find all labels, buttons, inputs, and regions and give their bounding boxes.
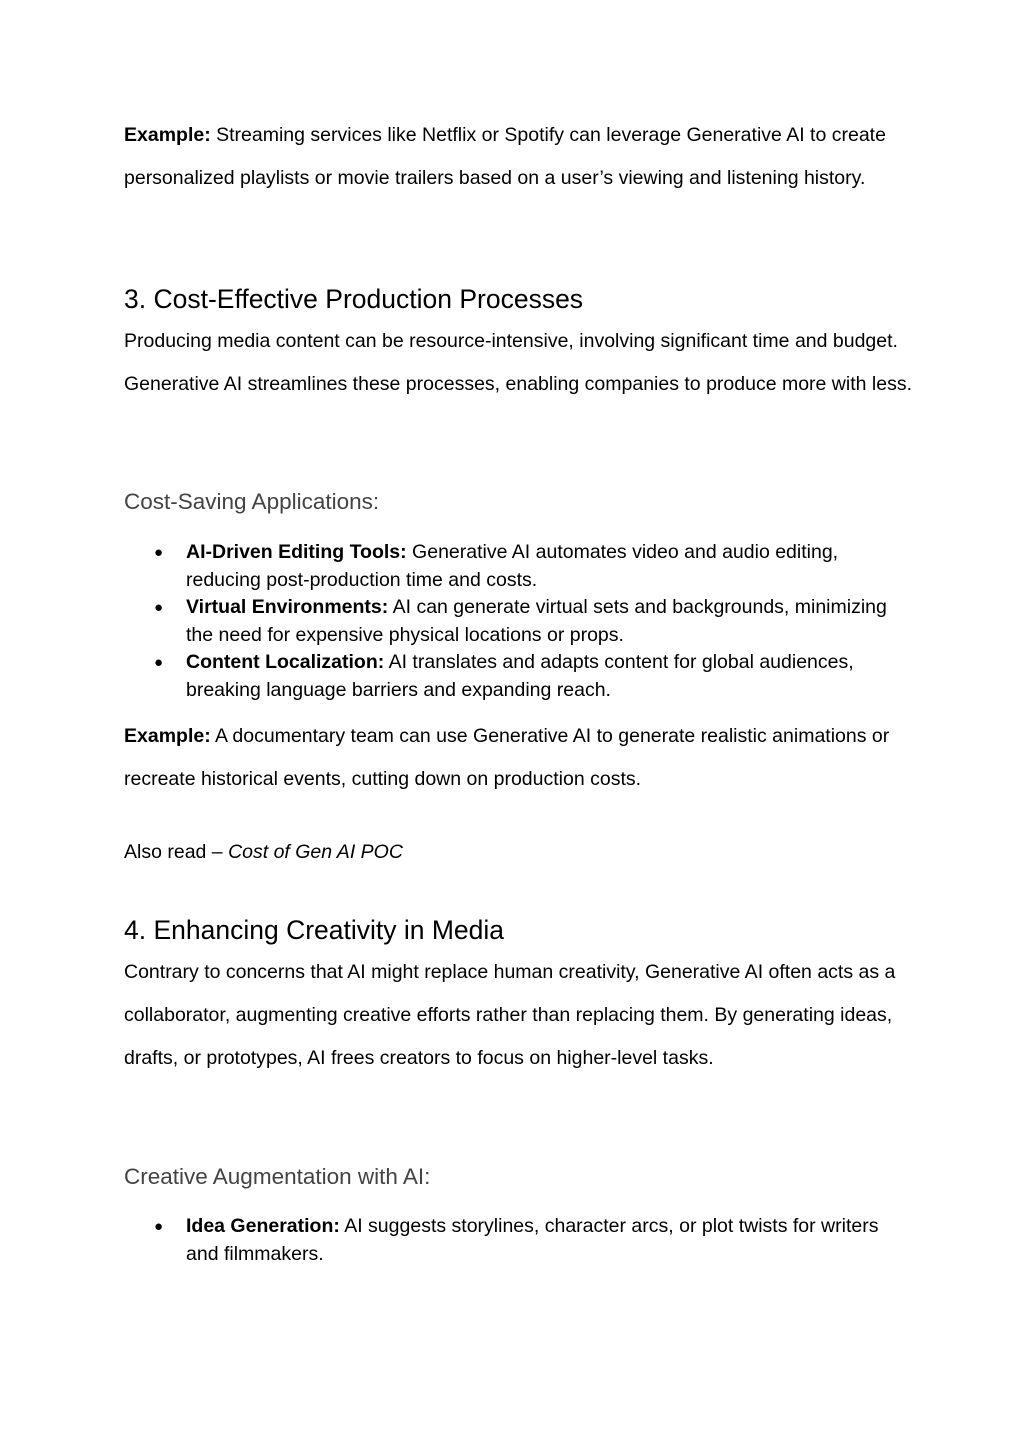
subsection-heading: Creative Augmentation with AI: (124, 1164, 431, 1189)
example-label: Example: (124, 124, 211, 146)
also-read-prefix: Also read – (124, 841, 229, 863)
example-paragraph (124, 114, 914, 200)
subsection-heading: Cost-Saving Applications: (124, 489, 380, 514)
bullet-list (124, 539, 914, 704)
list-item-label: AI-Driven Editing Tools: (186, 541, 407, 563)
list-item (124, 594, 914, 649)
bullet-icon: ● (154, 1218, 164, 1235)
list-item-text: AI translates and adapts content for global audiences, breaking language barriers and expanding reach. (186, 651, 854, 701)
list-item-text: AI can generate virtual sets and backgrounds, minimizing the need for expensive physical locations or props. (186, 596, 887, 646)
bullet-icon: ● (154, 544, 164, 561)
bullet-icon: ● (154, 599, 164, 616)
example-text: A documentary team can use Generative AI to generate realistic animations or recreate historical events, cutting down on production costs. (124, 725, 890, 790)
list-item-text: Generative AI automates video and audio editing, reducing post-production time and costs. (186, 541, 839, 591)
example-label: Example: (124, 725, 211, 747)
example-paragraph (124, 715, 914, 801)
example-text: Streaming services like Netflix or Spotify can leverage Generative AI to create personalized playlists or movie trailers based on a user’s viewing and listening history. (124, 124, 886, 189)
also-read-line (124, 831, 914, 874)
section-heading: 3. Cost-Effective Production Processes (124, 284, 584, 314)
list-item (124, 539, 914, 594)
bullet-list (124, 1213, 914, 1268)
section-heading: 4. Enhancing Creativity in Media (124, 915, 505, 945)
list-item-label: Idea Generation: (186, 1215, 340, 1237)
list-item-text: AI suggests storylines, character arcs, or plot twists for writers and filmmakers. (186, 1215, 879, 1265)
also-read-link[interactable]: Cost of Gen AI POC (228, 841, 403, 863)
list-item-label: Content Localization: (186, 651, 385, 673)
section-body: Producing media content can be resource-intensive, involving significant time and budget. Generative AI streamlines these processes, enabling companies to produce more with less. (124, 330, 912, 395)
bullet-icon: ● (154, 654, 164, 671)
list-item-label: Virtual Environments: (186, 596, 389, 618)
list-item (124, 1213, 914, 1268)
list-item (124, 649, 914, 704)
section-body: Contrary to concerns that AI might replace human creativity, Generative AI often acts as a collaborator, augmenting creative efforts rather than replacing them. By generating ideas, drafts, or prototypes, AI frees creators to focus on higher-level tasks. (124, 961, 896, 1069)
